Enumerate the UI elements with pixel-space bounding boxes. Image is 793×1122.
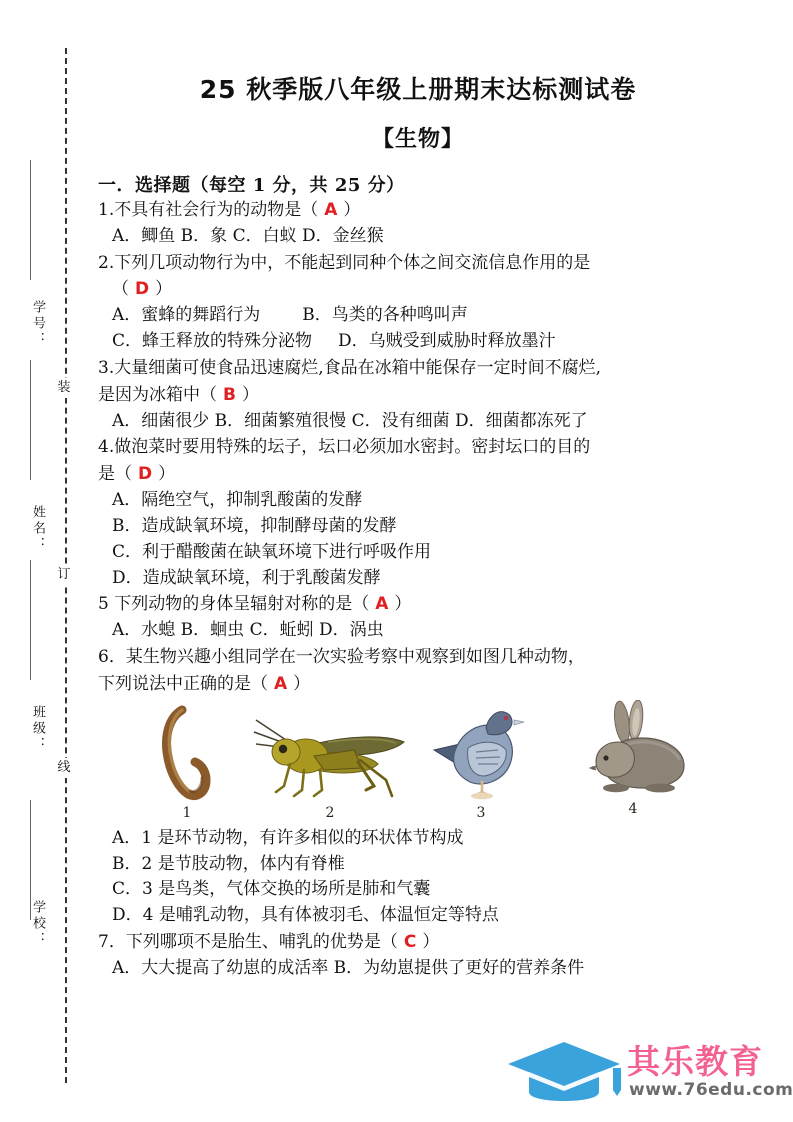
q6-answer: A xyxy=(274,673,288,694)
q3-answer: B xyxy=(223,384,236,405)
q4-stem-tail: ） xyxy=(158,464,176,485)
margin-field-class: 班级： xyxy=(30,705,45,753)
q2-stem: 2.下列几项动物行为中，不能起到同种个体之间交流信息作用的是 xyxy=(98,252,591,273)
q5-stem-tail: ） xyxy=(394,594,412,615)
q1-options: A．鲫鱼 B．象 C．白蚁 D．金丝猴 xyxy=(112,225,384,246)
q1-answer: A xyxy=(324,200,338,220)
q4-option-d: D．造成缺氧环境，利于乳酸菌发酵 xyxy=(112,567,381,588)
margin-rule-1 xyxy=(30,160,31,280)
question-4 xyxy=(98,435,738,591)
margin-rule-3 xyxy=(30,560,31,680)
q6-option-b: B．2 是节肢动物，体内有脊椎 xyxy=(112,853,345,874)
q7-stem-tail: ） xyxy=(422,932,440,953)
figure-item-1 xyxy=(152,704,222,821)
q2-option-d: D．乌贼受到威胁时释放墨汁 xyxy=(338,331,556,352)
q7-stem: 7．下列哪项不是胎生、哺乳的优势是（ xyxy=(98,932,398,953)
q3-stem-tail: ） xyxy=(241,384,259,405)
question-2 xyxy=(98,251,738,355)
margin-field-student-id: 学号： xyxy=(30,300,45,348)
q2-stem2: （ xyxy=(112,279,129,300)
q5-options: A．水螅 B．蛔虫 C．蚯蚓 D．涡虫 xyxy=(112,620,384,641)
q4-option-c: C．利于醋酸菌在缺氧环境下进行呼吸作用 xyxy=(112,541,432,562)
q4-option-a: A．隔绝空气，抑制乳酸菌的发酵 xyxy=(112,490,363,511)
q2-answer: D xyxy=(135,279,150,300)
brand-logo xyxy=(505,1036,793,1112)
q6-stem: 6．某生物兴趣小组同学在一次实验考察中观察到如图几种动物， xyxy=(98,647,585,668)
grasshopper-image xyxy=(250,710,410,804)
question-6 xyxy=(98,645,738,929)
animal-figure xyxy=(98,704,738,824)
q4-answer: D xyxy=(138,464,153,485)
margin-field-name: 姓名： xyxy=(30,505,45,553)
figure-item-2 xyxy=(250,710,410,821)
q2-option-a: A．蜜蜂的舞蹈行为 xyxy=(112,305,261,326)
q2-option-c: C．蜂王释放的特殊分泌物 xyxy=(112,331,313,352)
q1-stem: 1.不具有社会行为的动物是（ xyxy=(98,200,319,220)
question-1 xyxy=(98,198,738,250)
figure-label-2: 2 xyxy=(325,804,335,821)
q7-options: A．大大提高了幼崽的成活率 B．为幼崽提供了更好的营养条件 xyxy=(112,957,585,978)
question-7 xyxy=(98,930,738,982)
earthworm-image xyxy=(152,704,222,804)
exam-body xyxy=(98,0,738,1122)
figure-label-4: 4 xyxy=(628,800,638,817)
brand-name: 其乐教育 xyxy=(627,1042,763,1081)
q4-stem2: 是（ xyxy=(98,464,132,485)
q6-option-c: C．3 是鸟类，气体交换的场所是肺和气囊 xyxy=(112,879,431,900)
question-5 xyxy=(98,592,738,644)
q5-answer: A xyxy=(375,594,389,615)
q3-stem: 3.大量细菌可使食品迅速腐烂,食品在冰箱中能保存一定时间不腐烂, xyxy=(98,357,602,378)
subject-title: 【生物】 xyxy=(371,126,464,152)
margin-rule-2 xyxy=(30,360,31,480)
q5-stem: 5 下列动物的身体呈辐射对称的是（ xyxy=(98,594,370,615)
page-title: 25 秋季版八年级上册期末达标测试卷 xyxy=(199,75,637,104)
figure-label-3: 3 xyxy=(476,804,486,821)
graduation-cap-icon xyxy=(505,1040,623,1102)
q6-option-d: D．4 是哺乳动物，具有体被羽毛、体温恒定等特点 xyxy=(112,905,499,926)
q4-option-b: B．造成缺氧环境，抑制酵母菌的发酵 xyxy=(112,515,397,536)
margin-field-school: 学校： xyxy=(30,900,45,948)
seal-word-xian: 线 xyxy=(53,758,75,778)
q6-stem-tail: ） xyxy=(293,673,311,694)
seal-word-zhuang: 装 xyxy=(53,378,75,398)
brand-url: www.76edu.com xyxy=(629,1080,793,1100)
rabbit-image xyxy=(568,700,698,800)
q6-option-a: A．1 是环节动物，有许多相似的环状体节构成 xyxy=(112,827,464,848)
q2-stem-tail: ） xyxy=(155,279,173,300)
q2-option-b: B．鸟类的各种鸣叫声 xyxy=(302,305,468,326)
q3-stem2: 是因为冰箱中（ xyxy=(98,384,217,405)
q3-options: A．细菌很少 B．细菌繁殖很慢 C．没有细菌 D．细菌都冻死了 xyxy=(112,410,588,431)
figure-label-1: 1 xyxy=(182,804,192,821)
seal-word-ding: 订 xyxy=(53,565,75,585)
q4-stem: 4.做泡菜时要用特殊的坛子，坛口必须加水密封。密封坛口的目的 xyxy=(98,437,591,458)
q7-answer: C xyxy=(403,932,417,953)
figure-item-3 xyxy=(426,704,536,821)
section-heading: 一．选择题（每空 1 分，共 25 分） xyxy=(98,175,405,196)
q6-stem2: 下列说法中正确的是（ xyxy=(98,673,268,694)
figure-item-4 xyxy=(568,700,698,817)
binding-margin xyxy=(0,0,71,1122)
pigeon-image xyxy=(426,704,536,804)
q1-stem-tail: ） xyxy=(343,200,361,220)
question-3 xyxy=(98,356,738,434)
